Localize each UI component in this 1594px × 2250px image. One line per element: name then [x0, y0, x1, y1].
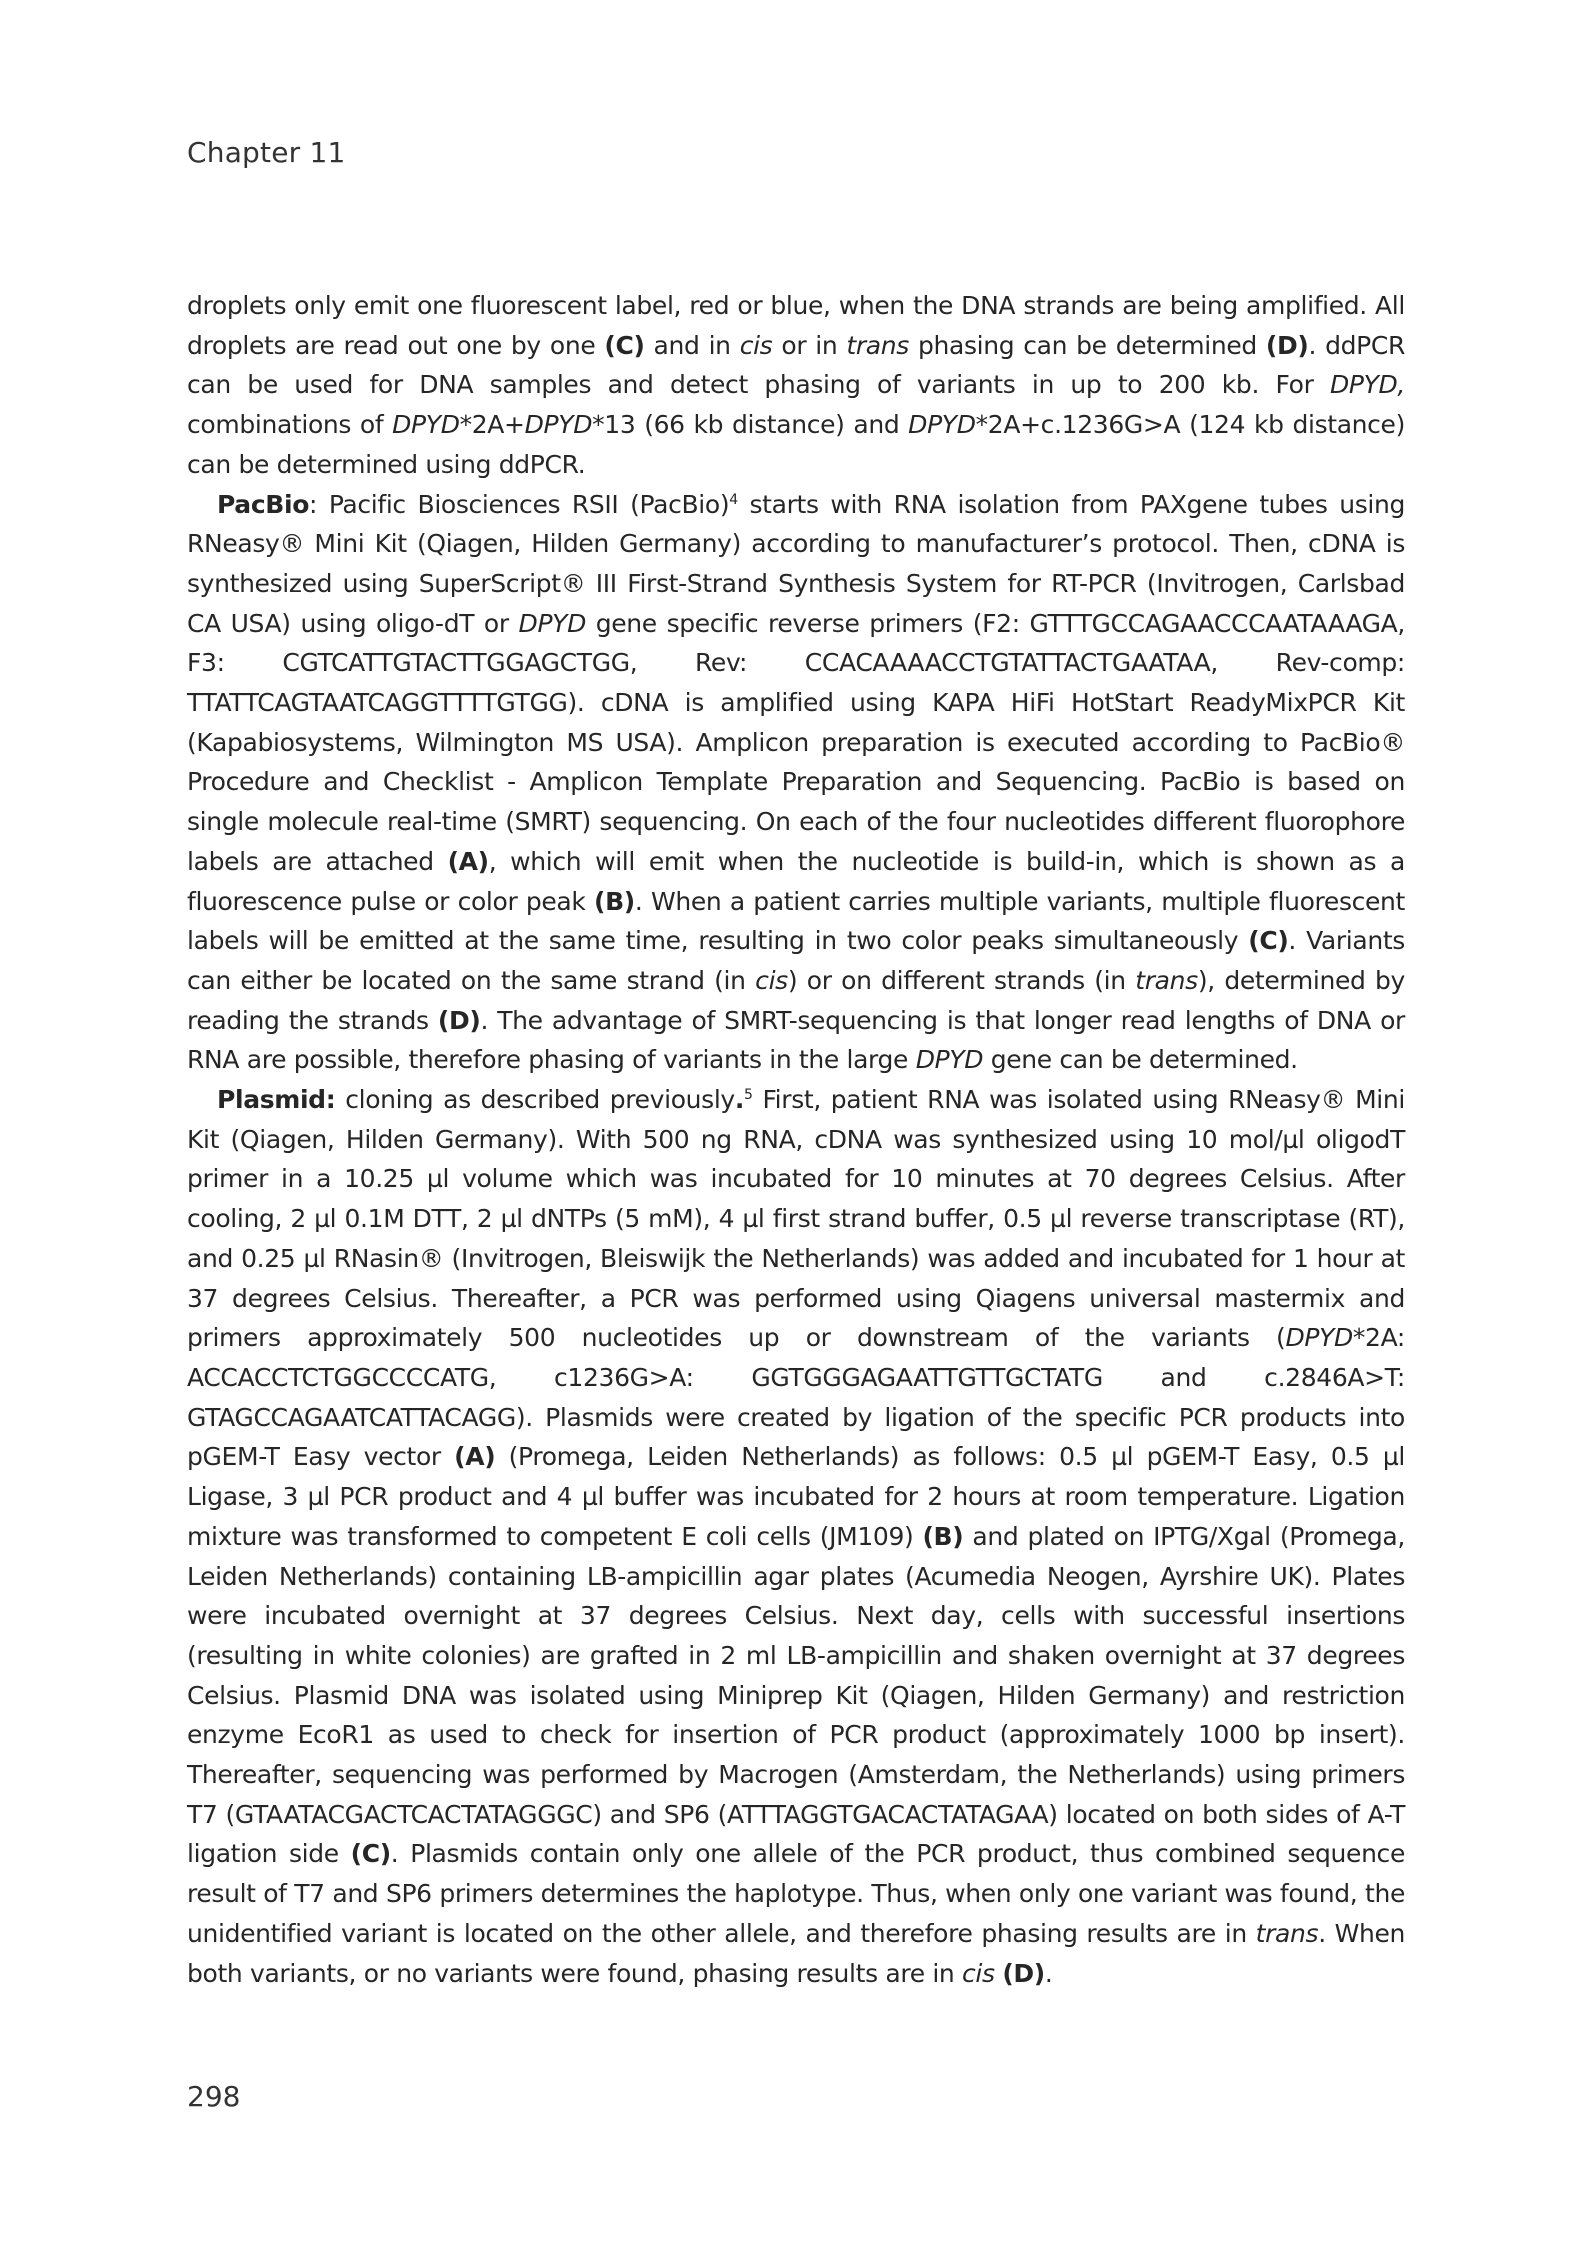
paragraph-plasmid: Plasmid: cloning as described previously.$^5$ First, patient RNA was isolated using RNeasy® Mini Kit (Qiagen, Hilden Germany). With 500 ng RNA, cDNA was synthesized using 10 mol/µl oligodT primer in a 10.25 µl volume which was incubated for 10 minutes at 70 degrees Celsius. After cooling, 2 µl 0.1M DTT, 2 µl dNTPs (5 mM), 4 µl first strand buffer, 0.5 µl reverse transcriptase (RT), and 0.25 µl RNasin® (Invitrogen, Bleiswijk the Netherlands) was added and incubated for 1 hour at 37 degrees Celsius. Thereafter, a PCR was performed using Qiagens universal mastermix and primers approximately 500 nucleotides up or downstream of the variants (DPYD*2A: ACCACCTCTGGCCCCATG, c1236G>A: GGTGGGAGAATTGTTGCTATG and c.2846A>T: GTAGCCAGAATCATTACAGG). Plasmids were created by ligation of the specific PCR products into pGEM-T Easy vector (A) (Promega, Leiden Netherlands) as follows: 0.5 µl pGEM-T Easy, 0.5 µl Ligase, 3 µl PCR product and 4 µl buffer was incubated for 2 hours at room temperature. Ligation mixture was transformed to competent E coli cells (JM109) (B) and plated on IPTG/Xgal (Promega, Leiden Netherlands) containing LB-ampicillin agar plates (Acumedia Neogen, Ayrshire UK). Plates were incubated overnight at 37 degrees Celsius. Next day, cells with successful insertions (resulting in white colonies) are grafted in 2 ml LB-ampicillin and shaken overnight at 37 degrees Celsius. Plasmid DNA was isolated using Miniprep Kit (Qiagen, Hilden Germany) and restriction enzyme EcoR1 as used to check for insertion of PCR product (approximately 1000 bp insert). Thereafter, sequencing was performed by Macrogen (Amsterdam, the Netherlands) using primers T7 (GTAATACGACTCACTATAGGGC) and SP6 (ATTTAGGTGACACTATAGAA) located on both sides of A-T ligation side (C). Plasmids contain only one allele of the PCR product, thus combined sequence result of T7 and SP6 primers determines the haplotype. Thus, when only one variant was found, the unidentified variant is located on the other allele, and therefore phasing results are in trans. When both variants, or no variants were found, phasing results are in cis (D). [187, 1085, 1405, 1988]
paragraph-ddpcr: droplets only emit one fluorescent label, red or blue, when the DNA strands are being amplified. All droplets are read out one by one (C) and in cis or in trans phasing can be determined (D). ddPCR can be used for DNA samples and detect phasing of variants in up to 200 kb. For DPYD, combinations of DPYD*2A+DPYD*13 (66 kb distance) and DPYD*2A+c.1236G>A (124 kb distance) can be determined using ddPCR. [187, 291, 1405, 479]
page-number: 298 [187, 2080, 241, 2113]
pacbio-heading: PacBio [217, 489, 310, 519]
reference-superscript: 4 [729, 491, 738, 508]
paragraph-pacbio: PacBio: Pacific Biosciences RSII (PacBio)$^4$ starts with RNA isolation from PAXgene tubes using RNeasy® Mini Kit (Qiagen, Hilden Germany) according to manufacturer’s protocol. Then, cDNA is synthesized using SuperScript® III First-Strand Synthesis System for RT-PCR (Invitrogen, Carlsbad CA USA) using oligo-dT or DPYD gene specific reverse primers (F2: GTTTGCCAGAACCCAATAAAGA, F3: CGTCATTGTACTTGGAGCTGG, Rev: CCACAAAACCTGTATTACTGAATAA, Rev-comp: TTATTCAGTAATCAGGTTTTGTGG). cDNA is amplified using KAPA HiFi HotStart ReadyMixPCR Kit (Kapabiosystems, Wilmington MS USA). Amplicon preparation is executed according to PacBio® Procedure and Checklist - Amplicon Template Preparation and Sequencing. PacBio is based on single molecule real-time (SMRT) sequencing. On each of the four nucleotides different fluorophore labels are attached (A), which will emit when the nucleotide is build-in, which is shown as a fluorescence pulse or color peak (B). When a patient carries multiple variants, multiple fluorescent labels will be emitted at the same time, resulting in two color peaks simultaneously (C). Variants can either be located on the same strand (in cis) or on different strands (in trans), determined by reading the strands (D). The advantage of SMRT-sequencing is that longer read lengths of DNA or RNA are possible, therefore phasing of variants in the large DPYD gene can be determined. [187, 489, 1406, 1075]
plasmid-heading: Plasmid: [217, 1085, 336, 1115]
body-text [187, 286, 1405, 1993]
running-head-chapter: Chapter 11 [187, 136, 346, 169]
reference-superscript: 5 [744, 1087, 753, 1104]
